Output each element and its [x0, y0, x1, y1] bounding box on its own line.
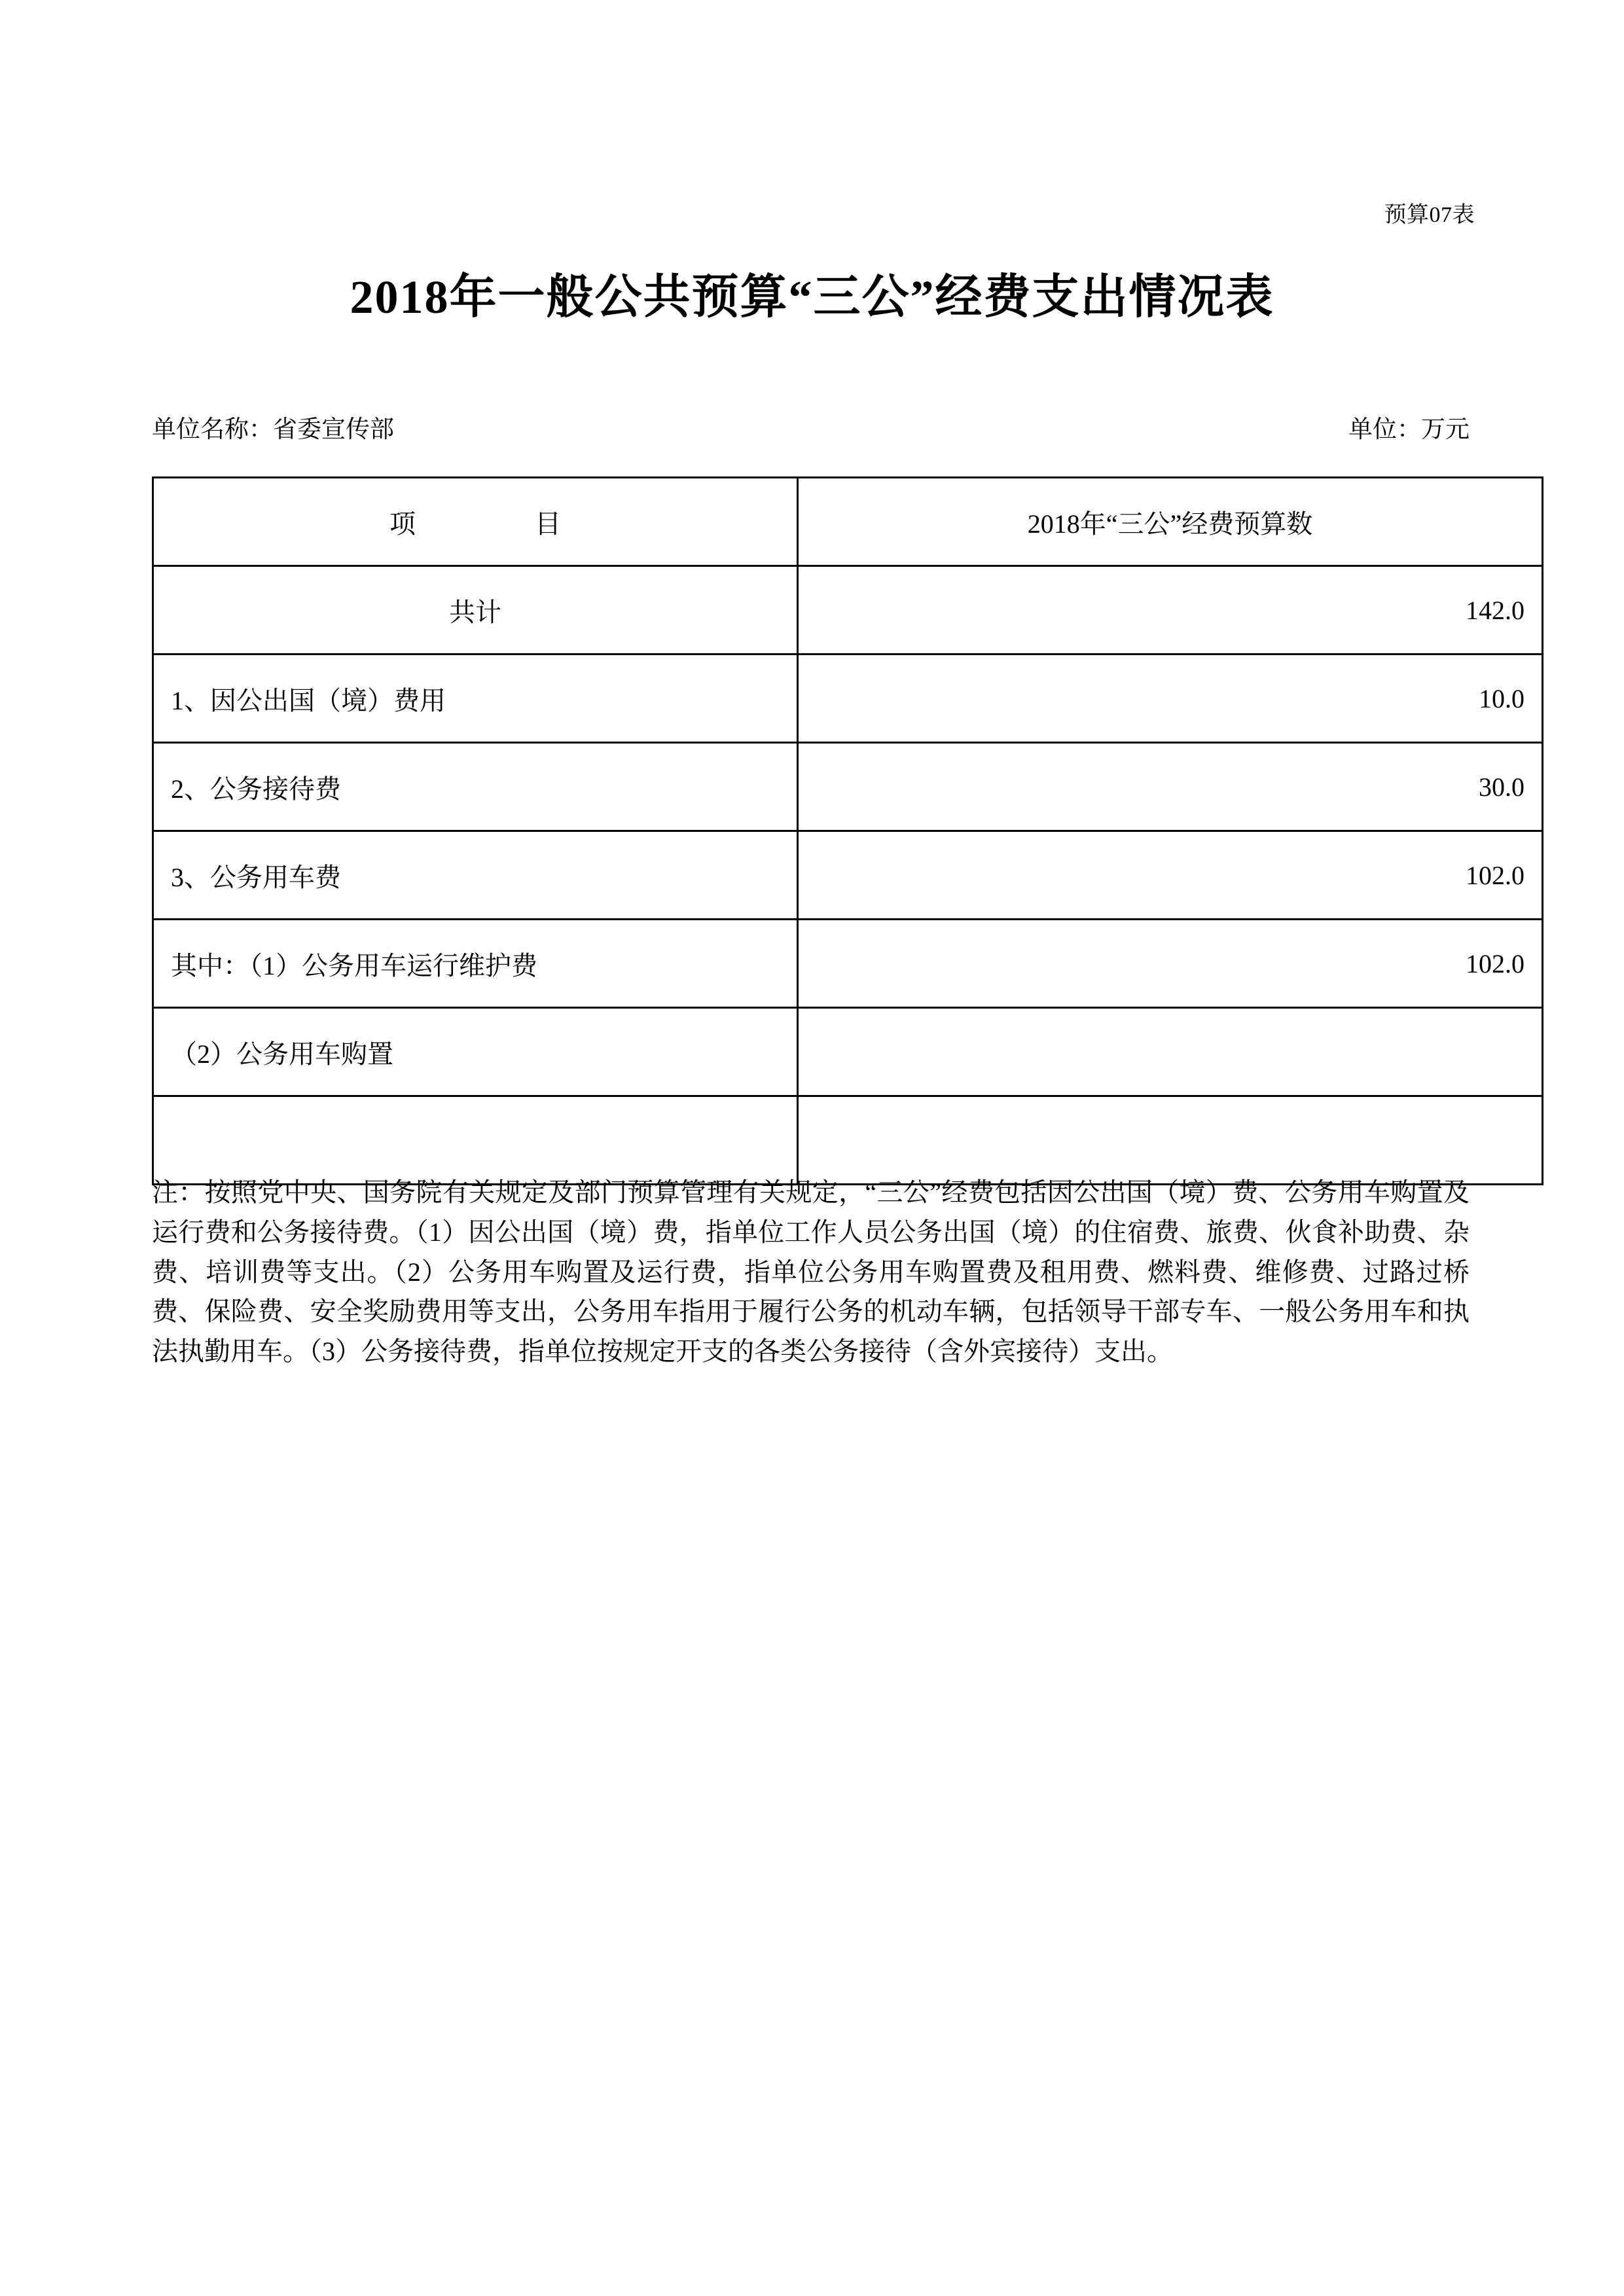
table-row	[153, 831, 1543, 920]
unit-amount-label: 单位：万元	[1348, 416, 1470, 443]
page-title: 2018年一般公共预算“三公”经费支出情况表	[350, 271, 1274, 323]
row-item-value: 10.0	[798, 655, 1543, 743]
budget-table	[152, 476, 1543, 1185]
row-item-value	[798, 1008, 1543, 1096]
table-row	[153, 655, 1543, 743]
row-item-value: 102.0	[798, 831, 1543, 920]
row-item-value	[798, 1096, 1543, 1185]
row-item-value: 102.0	[798, 920, 1543, 1008]
unit-name-label: 单位名称：省委宣传部	[152, 416, 394, 443]
table-row	[153, 1008, 1543, 1096]
table-row	[153, 920, 1543, 1008]
header-cell-item	[153, 478, 798, 566]
table-row	[153, 1096, 1543, 1185]
table-header-row	[153, 478, 1543, 566]
row-item-label: （2）公务用车购置	[153, 1008, 798, 1096]
row-item-value: 30.0	[798, 743, 1543, 831]
row-item-label: 其中：（1）公务用车运行维护费	[153, 920, 798, 1008]
header-cell-value: 2018年“三公”经费预算数	[798, 478, 1543, 566]
row-item-label: 3、公务用车费	[153, 831, 798, 920]
footnote-text: 注：按照党中央、国务院有关规定及部门预算管理有关规定，“三公”经费包括因公出国（境）费、公务用车购置及运行费和公务接待费。（1）因公出国（境）费，指单位工作人员公务出国（境）的住宿费、旅费、伙食补助费、杂费、培训费等支出。（2）公务用车购置及运行费，指单位公务用车购置费及租用费、燃料费、维修费、过路过桥费、保险费、安全奖励费用等支出，公务用车指用于履行公务的机动车辆，包括领导干部专车、一般公务用车和执法执勤用车。（3）公务接待费，指单位按规定开支的各类公务接待（含外宾接待）支出。	[152, 1177, 1470, 1367]
row-item-label: 1、因公出国（境）费用	[153, 655, 798, 743]
row-item-label: 2、公务接待费	[153, 743, 798, 831]
row-item-value: 142.0	[798, 566, 1543, 655]
table-row	[153, 566, 1543, 655]
row-item-label: 共计	[153, 566, 798, 655]
meta-row	[152, 409, 1470, 444]
header-item-text: 项 目	[389, 509, 583, 539]
form-number-tag: 预算07表	[1384, 203, 1475, 227]
table-row	[153, 743, 1543, 831]
footnote	[152, 1173, 1470, 1372]
row-item-label	[153, 1096, 798, 1185]
